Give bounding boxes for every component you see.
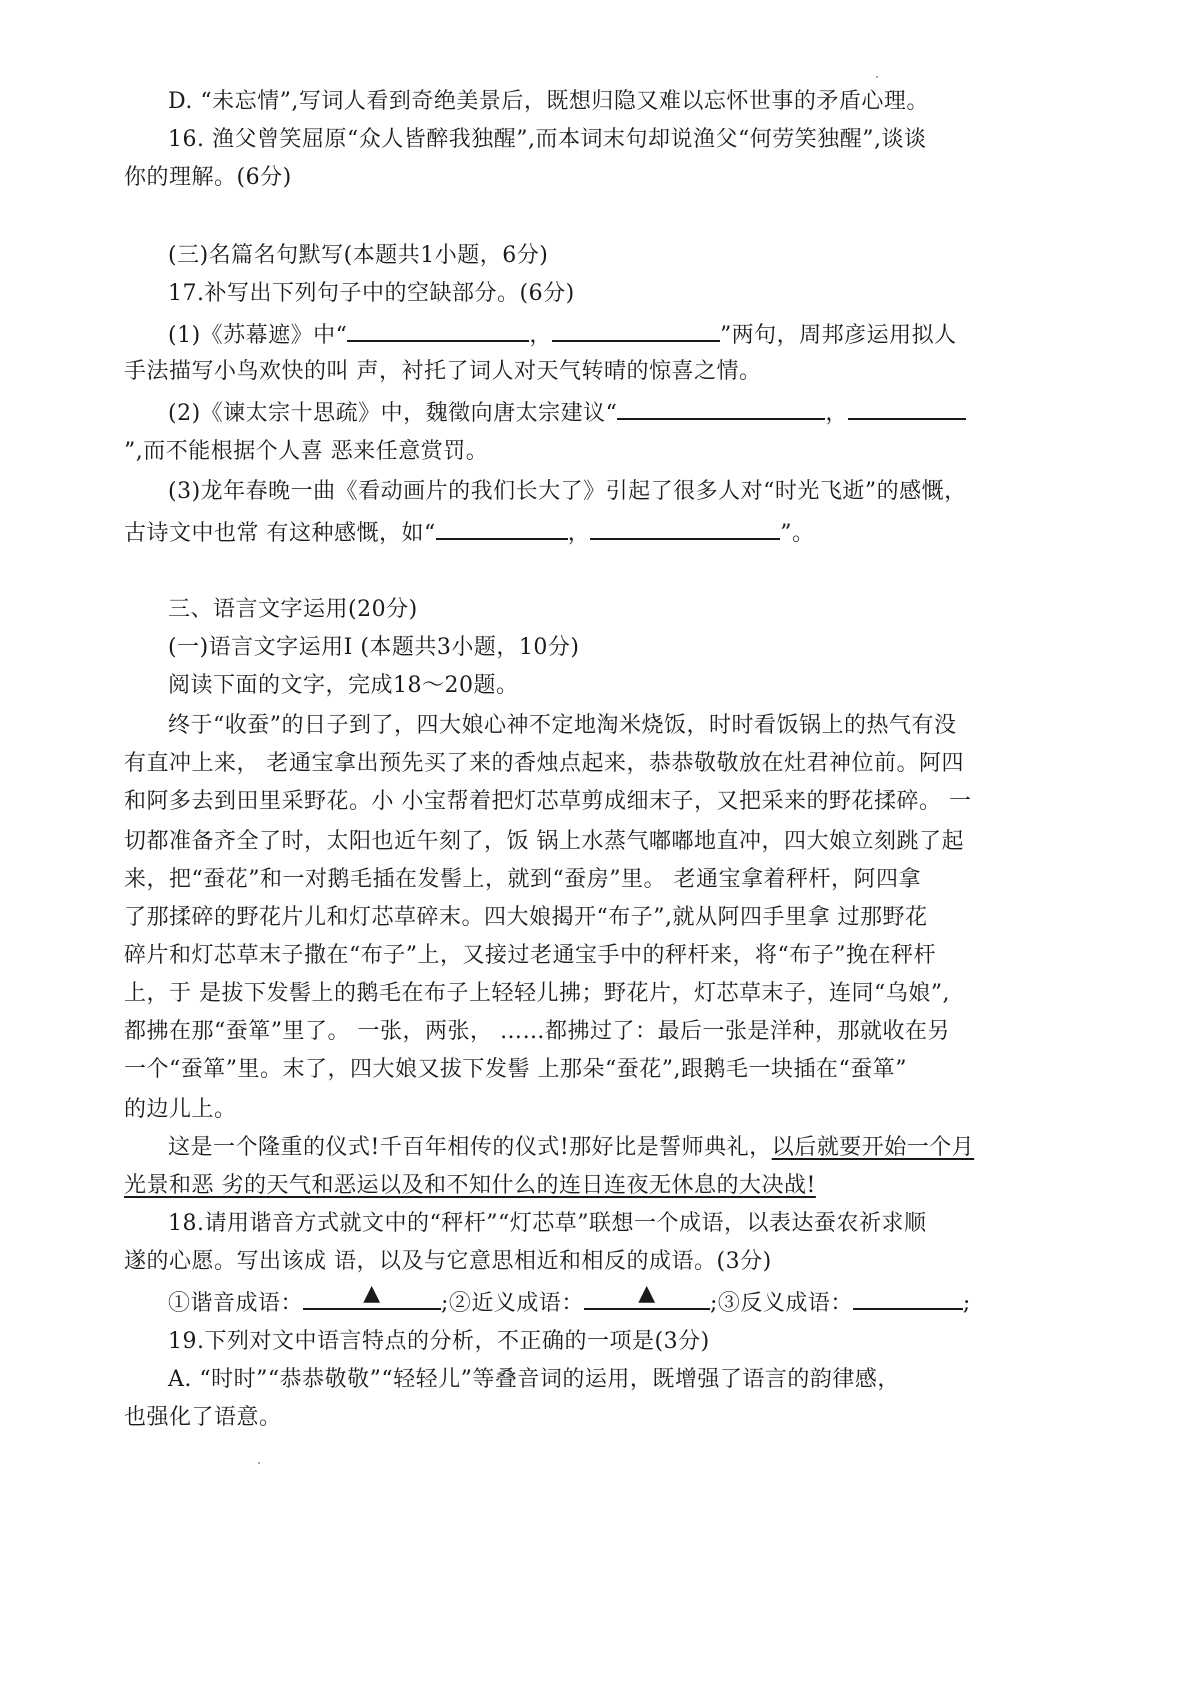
passage-line [168,1132,974,1164]
section-heading-3: (三)名篇名句默写(本题共1小题，6分) [168,243,549,268]
question-19-option-a: A. “时时”“恭恭敬敬”“轻轻儿”等叠音词的运用，既增强了语言的韵律感， [168,1367,900,1392]
question-18-answers [168,1281,971,1320]
passage-line: 来，把“蚕花”和一对鹅毛插在发髻上，就到“蚕房”里。 老通宝拿着秤杆，阿四拿 [124,867,921,892]
item-3-text: 古诗文中也常 有这种感慨，如“ [124,521,436,546]
answer-blank[interactable] [552,318,720,342]
answer-blank[interactable] [347,318,529,342]
item-1-text: (1)《苏幕遮》中“ [168,323,348,348]
question-17-item-3-cont [124,516,815,550]
answer-blank[interactable] [436,516,568,540]
comma: ， [825,401,848,426]
question-16-cont: 你的理解。(6分) [124,165,292,190]
comma: ， [529,323,552,348]
answer-blank-3[interactable] [853,1286,963,1310]
question-19-option-a-cont: 也强化了语意。 [124,1405,282,1430]
question-17-item-3: (3)龙年春晚一曲《看动画片的我们长大了》引起了很多人对“时光飞逝”的感慨， [168,479,967,504]
answer-blank[interactable] [848,396,966,420]
scan-speck [876,76,878,78]
question-17-item-1-cont: 手法描写小鸟欢快的叫 声，衬托了词人对天气转晴的惊喜之情。 [124,359,762,384]
item-2-text: (2)《谏太宗十思疏》中，魏徵向唐太宗建议“ [168,401,618,426]
scan-speck [258,1462,260,1464]
option-d: D. “未忘情”,写词人看到奇绝美景后，既想归隐又难以忘怀世事的矛盾心理。 [168,89,929,114]
answer-label-3: ;③反义成语： [709,1291,853,1316]
section-heading-3-1: (一)语言文字运用I (本题共3小题，10分) [168,635,580,660]
passage-line: 切都准备齐全了时，太阳也近午刻了，饭 锅上水蒸气嘟嘟地直冲，四大娘立刻跳了起 [124,829,964,854]
passage-line: 了那揉碎的野花片儿和灯芯草碎末。四大娘揭开“布子”,就从阿四手里拿 过那野花 [124,905,928,930]
item-1-text-end: ”两句，周邦彦运用拟人 [719,323,957,348]
item-3-text-end: ”。 [780,521,815,546]
answer-blank-2[interactable] [584,1281,710,1310]
question-17-item-2 [168,396,966,430]
passage-line: 一个“蚕箪”里。末了，四大娘又拔下发髻 上那朵“蚕花”,跟鹅毛一块插在“蚕箪” [124,1057,907,1082]
passage-line: 终于“收蚕”的日子到了，四大娘心神不定地淘米烧饭，时时看饭锅上的热气有没 [168,713,957,738]
passage-line: 都拂在那“蚕箪”里了。 一张，两张， ……都拂过了：最后一张是洋种，那就收在另 [124,1019,950,1044]
answer-label-1: ①谐音成语： [168,1291,304,1316]
triangle-icon: ▲ [363,1281,381,1306]
passage-text: 这是一个隆重的仪式!千百年相传的仪式!那好比是誓师典礼， [168,1135,772,1160]
passage-line: 上，于 是拔下发髻上的鹅毛在布子上轻轻儿拂；野花片，灯芯草末子，连同“乌娘”, [124,981,950,1006]
question-18-cont: 遂的心愿。写出该成 语，以及与它意思相近和相反的成语。(3分) [124,1249,772,1274]
answer-blank-1[interactable] [303,1281,441,1310]
answer-blank[interactable] [617,396,825,420]
question-19: 19.下列对文中语言特点的分析，不正确的一项是(3分) [168,1329,710,1354]
answer-blank[interactable] [590,516,780,540]
passage-line: 和阿多去到田里采野花。小 小宝帮着把灯芯草剪成细末子，又把采来的野花揉碎。 一 [124,789,972,814]
comma: ， [567,521,591,546]
passage-line: 有直冲上来， 老通宝拿出预先买了来的香烛点起来，恭恭敬敬放在灶君神位前。阿四 [124,751,964,776]
underlined-sentence: 以后就要开始一个月 [771,1135,975,1160]
reading-instruction: 阅读下面的文字，完成18～20题。 [168,673,519,698]
passage-line: 的边儿上。 [124,1097,237,1122]
question-17-item-1 [168,318,957,352]
triangle-icon: ▲ [638,1281,656,1306]
underlined-sentence-cont: 光景和恶 劣的天气和恶运以及和不知什么的连日连夜无休息的大决战! [124,1173,816,1198]
passage-line: 碎片和灯芯草末子撒在“布子”上，又接过老通宝手中的秤杆来，将“布子”挽在秤杆 [124,943,936,968]
part-heading-3: 三、语言文字运用(20分) [168,597,418,622]
question-17: 17.补写出下列句子中的空缺部分。(6分) [168,281,575,306]
answer-label-2: ;②近义成语： [441,1291,584,1316]
question-17-item-2-cont: ”,而不能根据个人喜 恶来任意赏罚。 [124,439,489,464]
question-16: 16. 渔父曾笑屈原“众人皆醉我独醒”,而本词末句却说渔父“何劳笑独醒”,谈谈 [168,127,927,152]
question-18: 18.请用谐音方式就文中的“秤杆”“灯芯草”联想一个成语，以表达蚕农祈求顺 [168,1211,927,1236]
semicolon: ; [962,1291,971,1316]
